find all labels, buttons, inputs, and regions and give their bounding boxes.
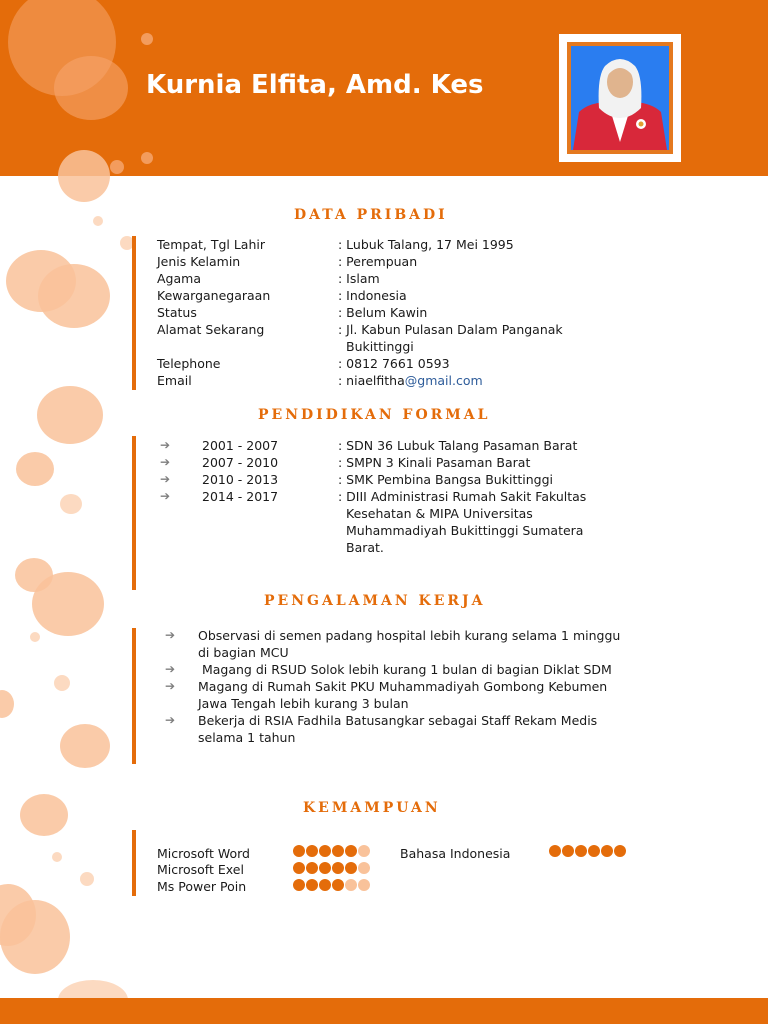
experience-item: Jawa Tengah lebih kurang 3 bulan xyxy=(198,696,409,711)
rating-dot-filled xyxy=(345,845,357,857)
section-bar xyxy=(132,830,136,896)
section-title-education: PENDIDIKAN FORMAL xyxy=(258,407,491,423)
experience-item: Magang di RSUD Solok lebih kurang 1 bulan di bagian Diklat SDM xyxy=(198,662,612,677)
rating-dot-filled xyxy=(293,845,305,857)
rating-dot-filled xyxy=(293,862,305,874)
arrow-icon: ➔ xyxy=(160,455,171,469)
education-school: Barat. xyxy=(346,540,384,555)
section-bar xyxy=(132,236,136,390)
skill-name: Microsoft Exel xyxy=(157,862,244,877)
rating-dot-filled xyxy=(306,879,318,891)
rating-dot-filled xyxy=(306,862,318,874)
rating-dot-empty xyxy=(345,879,357,891)
experience-item: Magang di Rumah Sakit PKU Muhammadiyah Gombong Kebumen xyxy=(198,679,608,694)
experience-item: selama 1 tahun xyxy=(198,730,296,745)
experience-item: di bagian MCU xyxy=(198,645,289,660)
experience-item: Bekerja di RSIA Fadhila Batusangkar sebagai Staff Rekam Medis xyxy=(198,713,598,728)
section-bar xyxy=(132,436,136,590)
education-school: : DIII Administrasi Rumah Sakit Fakultas xyxy=(338,489,587,504)
education-years: 2001 - 2007 xyxy=(202,438,279,453)
arrow-icon: ➔ xyxy=(160,438,171,452)
rating-dot-empty xyxy=(358,879,370,891)
experience-item: Observasi di semen padang hospital lebih kurang selama 1 minggu xyxy=(198,628,621,643)
rating-dot-filled xyxy=(601,845,613,857)
rating-dot-filled xyxy=(319,879,331,891)
language-name: Bahasa Indonesia xyxy=(400,846,511,861)
section-title-skills: KEMAMPUAN xyxy=(303,800,441,816)
rating-dot-empty xyxy=(358,845,370,857)
rating-dot-filled xyxy=(345,862,357,874)
rating-dot-filled xyxy=(306,845,318,857)
rating-dot-filled xyxy=(319,862,331,874)
education-years: 2014 - 2017 xyxy=(202,489,279,504)
skill-rating xyxy=(293,879,370,891)
profile-photo xyxy=(559,34,681,162)
rating-dot-filled xyxy=(562,845,574,857)
arrow-icon: ➔ xyxy=(160,489,171,503)
education-school: Muhammadiyah Bukittinggi Sumatera xyxy=(346,523,584,538)
education-school: : SMK Pembina Bangsa Bukittinggi xyxy=(338,472,553,487)
section-title-experience: PENGALAMAN KERJA xyxy=(264,593,486,609)
info-row-continued: Bukittinggi xyxy=(346,339,414,354)
rating-dot-filled xyxy=(332,879,344,891)
skill-name: Microsoft Word xyxy=(157,846,250,861)
rating-dot-filled xyxy=(332,862,344,874)
footer-band xyxy=(0,998,768,1024)
candidate-name: Kurnia Elfita, Amd. Kes xyxy=(146,70,484,100)
rating-dot-filled xyxy=(319,845,331,857)
skill-rating xyxy=(293,845,370,857)
section-bar xyxy=(132,628,136,764)
rating-dot-filled xyxy=(332,845,344,857)
person-silhouette-icon xyxy=(571,46,669,150)
arrow-icon: ➔ xyxy=(165,628,176,642)
arrow-icon: ➔ xyxy=(165,713,176,727)
arrow-icon: ➔ xyxy=(165,662,176,676)
rating-dot-filled xyxy=(614,845,626,857)
rating-dot-filled xyxy=(575,845,587,857)
rating-dot-filled xyxy=(293,879,305,891)
skill-rating xyxy=(293,862,370,874)
language-rating xyxy=(549,845,626,857)
education-school: : SDN 36 Lubuk Talang Pasaman Barat xyxy=(338,438,578,453)
skill-name: Ms Power Poin xyxy=(157,879,247,894)
education-years: 2010 - 2013 xyxy=(202,472,279,487)
education-years: 2007 - 2010 xyxy=(202,455,279,470)
email-link[interactable]: @gmail.com xyxy=(404,373,483,388)
education-school: : SMPN 3 Kinali Pasaman Barat xyxy=(338,455,531,470)
arrow-icon: ➔ xyxy=(165,679,176,693)
rating-dot-empty xyxy=(358,862,370,874)
rating-dot-filled xyxy=(588,845,600,857)
arrow-icon: ➔ xyxy=(160,472,171,486)
education-school: Kesehatan & MIPA Universitas xyxy=(346,506,533,521)
rating-dot-filled xyxy=(549,845,561,857)
section-title-personal: DATA PRIBADI xyxy=(294,207,448,223)
